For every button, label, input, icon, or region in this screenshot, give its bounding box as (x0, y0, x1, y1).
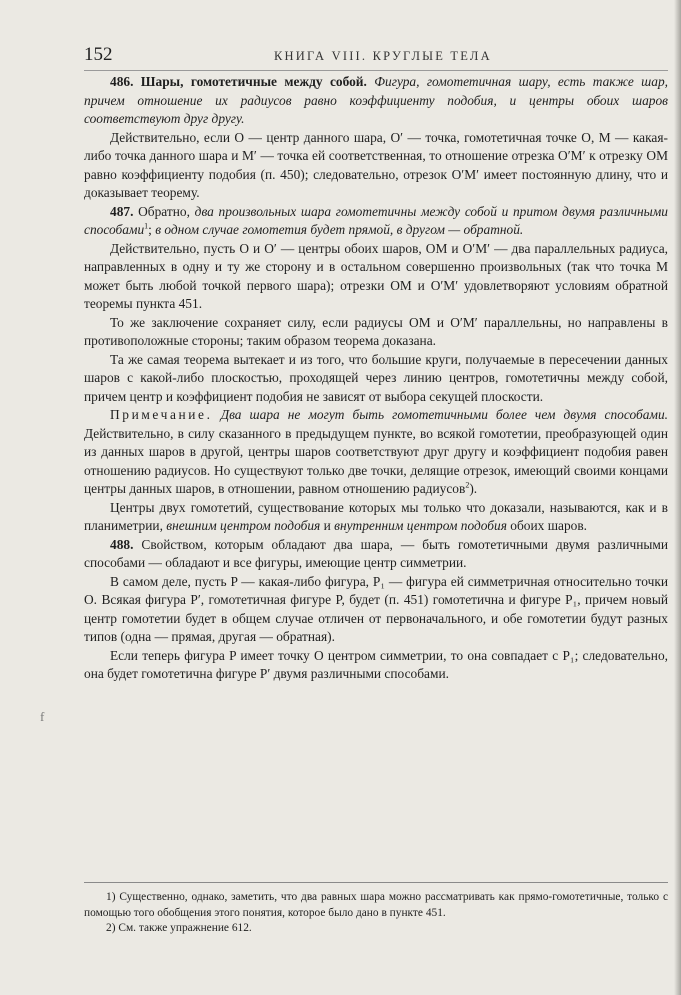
section-title: Шары, гомотетичные между собой. (133, 74, 375, 89)
footnote (84, 921, 668, 937)
paragraph (84, 499, 668, 536)
theorem-statement: в одном случае гомотетия будет прямой, в другом — обратной. (155, 222, 524, 237)
footnote-ref: 1 (144, 221, 149, 231)
text-span: Свойством, которым обладают два шара, — быть гомотетичными двумя различными способами — обладают и все фигуры, имеющие центр симметрии. (84, 536, 668, 570)
paragraph: Та же самая теорема вытекает и из того, что большие круги, получаемые в пересечении данных шаров с какой-либо плоскостью, проходящей через линию центров, гомотетичны между собой, причем центр и коэффициент подобия не зависят от выбора секущей плоскости. (84, 351, 668, 404)
footnote-mark: 2) (106, 922, 119, 934)
text-span: и (320, 518, 335, 533)
term: внутренним центром подобия (334, 518, 507, 533)
remark-statement: Два шара не могут быть гомотетичными более чем двумя способами. (212, 407, 668, 422)
paragraph: Если теперь фигура P имеет точку O центром симметрии, то она совпадает с P₁; следовательно, она будет гомотетична фигуре P′ двумя различными способами. (84, 647, 668, 681)
margin-mark: f (40, 709, 45, 724)
running-head: КНИГА VIII. КРУГЛЫЕ ТЕЛА (274, 49, 492, 63)
section-number: 488. (110, 536, 134, 552)
theorem-statement: два произвольных шара гомотетичны между собой и притом двумя различными способами (84, 203, 668, 237)
theorem-statement: Фигура, гомотетичная шару, есть также шар, причем отношение их радиусов равно коэффициенту подобия, и центры обоих шаров соответствуют друг другу. (84, 74, 668, 126)
section-number: 486. (110, 74, 134, 89)
text-span: Действительно, в силу сказанного в предыдущем пункте, во всякой гомотетии, преобразующей один из данных шаров в другой, центры шаров соответствуют друг другу и коэффициент подобия равен отношению радиусов. Но существуют только две точки, делящие отрезок, имеющий своими концами центры данных шаров, в отношении, равном отношению радиусов (84, 425, 668, 496)
text-span: Центры двух гомотетий, существование которых мы только что доказали, называются, как и в планиметрии, (84, 499, 668, 533)
footnote-ref: 2 (465, 480, 470, 490)
section-487-statement (84, 203, 668, 240)
text-span: Обратно, (133, 203, 195, 219)
footnote-text: См. также упражнение 612. (118, 922, 252, 934)
page-number: 152 (84, 44, 113, 65)
page-header (84, 44, 668, 71)
section-486-statement (84, 73, 668, 129)
text-span: обоих шаров. (506, 518, 588, 533)
remark-paragraph (84, 406, 668, 499)
footnote (84, 890, 668, 921)
footnote-text: Существенно, однако, заметить, что два равных шара можно рассматривать как прямо-гомотетичные, только с помощью того обобщения этого понятия, которое было дано в пункте 451. (84, 891, 668, 919)
text-span: ; (148, 222, 156, 237)
section-number: 487. (110, 203, 134, 219)
footnote-mark: 1) (106, 891, 120, 903)
paragraph: В самом деле, пусть P — какая-либо фигура, P₁ — фигура ей симметричная относительно точки O. Всякая фигура P′, гомотетичная фигуре P, будет (п. 451) гомотетична и фигуре P₁, причем новый центр гомотетии будет в общем случае отличен от первоначального, и обе гомотетии будут разных типов (одна — прямая, другая — обратная). (84, 573, 668, 644)
section-488-statement (84, 536, 668, 573)
paragraph: Действительно, пусть O и O′ — центры обоих шаров, OM и O′M′ — два параллельных радиуса, направленных в одну и ту же сторону и в остальном совершенно произвольных (так что точка M может быть любой точкой первого шара); отрезки OM и O′M′ удовлетворяют условиям обратной теоремы пункта 451. (84, 240, 668, 311)
paragraph: Действительно, если O — центр данного шара, O′ — точка, гомотетичная точке O, M — какая-либо точка данного шара и M′ — точка ей соответственная, то отношение отрезка O′M′ к отрезку OM равно коэффициенту подобия (п. 450); следовательно, отрезок O′M′ имеет постоянную длину, что и доказывает теорему. (84, 129, 668, 200)
text-span: ). (469, 481, 478, 496)
paragraph: То же заключение сохраняет силу, если радиусы OM и O′M′ параллельны, но направлены в противоположные стороны; таким образом теорема доказана. (84, 314, 668, 348)
footnotes (84, 882, 668, 937)
term: внешним центром подобия (166, 518, 321, 533)
main-text (84, 73, 668, 684)
page-edge-shadow (674, 0, 681, 995)
remark-label: Примечание. (110, 407, 213, 422)
